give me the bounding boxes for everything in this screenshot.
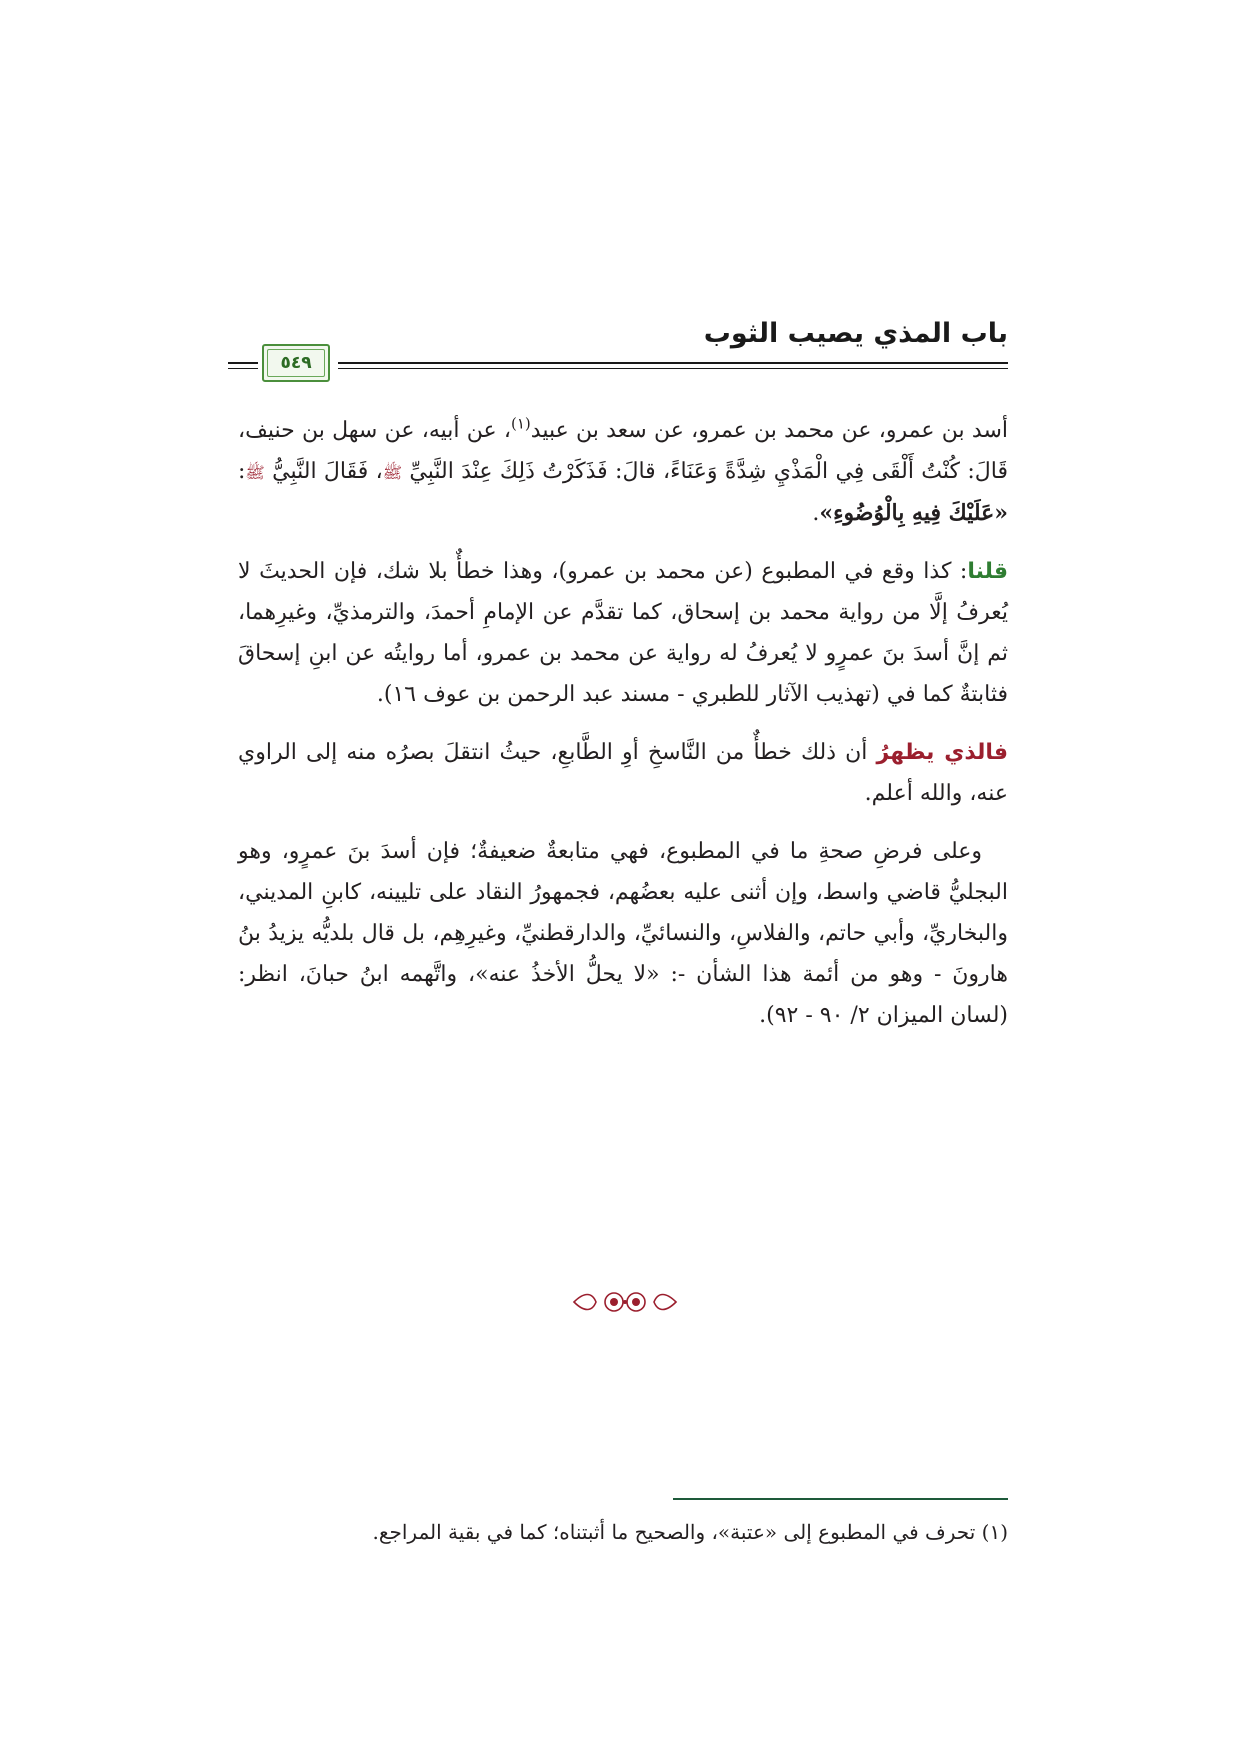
paragraph-conclusion [238, 732, 1008, 814]
header-rule-right-thin [338, 368, 1008, 369]
header-rule-left-thin [228, 368, 258, 369]
hadith-text-continued: ، فَقَالَ النَّبِيُّ [272, 459, 383, 484]
keyword-conclusion: فالذي يظهرُ [876, 740, 1009, 765]
salawat-symbol: ﷺ [382, 463, 403, 482]
paragraph-text: وعلى فرضِ صحةِ ما في المطبوع، فهي متابعةٌ ضعيفةٌ؛ فإن أسدَ بنَ عمرٍو، وهو البجليُّ قاضي واسط، وإن أثنى عليه بعضُهم، فجمهورُ النقاد على تليينه، كابنِ المديني، والبخاريِّ، وأبي حاتم، والفلاسِ، والنسائيِّ، والدارقطنيِّ، وغيرِهِم، بل قال بلديُّه يزيدُ بنُ هارونَ - وهو من أئمة هذا الشأن -: «لا يحلُّ الأخذُ عنه»، واتَّهمه ابنُ حبانَ، انظر: (لسان الميزان ٢/ ٩٠ - ٩٢). [238, 839, 1008, 1028]
header-rule-left [228, 362, 258, 364]
paragraph-narrator-assessment [238, 831, 1008, 1036]
footnote: (١) تحرف في المطبوع إلى «عتبة»، والصحيح ما أثبتناه؛ كما في بقية المراجع. [372, 1520, 1008, 1544]
paragraph-text: : كذا وقع في المطبوع (عن محمد بن عمرو)، وهذا خطأٌ بلا شك، فإن الحديثَ لا يُعرفُ إلَّا من رواية محمد بن إسحاق، كما تقدَّم عن الإمامِ أحمدَ، والترمذيِّ، وغيرِهما، ثم إنَّ أسدَ بنَ عمرٍو لا يُعرفُ له رواية عن محمد بن عمرو، أما روايتُه عن ابنِ إسحاقَ فثابتةٌ كما في (تهذيب الآثار للطبري - مسند عبد الرحمن بن عوف ١٦). [238, 559, 1008, 707]
section-end-ornament-icon [570, 1286, 680, 1318]
page-number-badge [262, 344, 330, 382]
chapter-title: باب المذي يصيب الثوب [703, 318, 1008, 349]
keyword-qulna: قلنا [967, 559, 1008, 584]
paragraph-text: أن ذلك خطأٌ من النَّاسخِ أوِ الطَّابعِ، حيثُ انتقلَ بصرُه منه إلى الراوي عنه، والله أعلم. [238, 740, 1008, 806]
full-stop: . [812, 501, 820, 526]
footnote-marker: (١) [511, 414, 531, 433]
page-number: ٥٤٩ [280, 353, 312, 373]
prophetic-quote: «عَلَيْكَ فِيهِ بِالْوُضُوءِ» [819, 500, 1008, 526]
running-header [228, 318, 1008, 378]
main-text [238, 410, 1008, 1053]
hadith-chain-text: أسد بن عمرو، عن محمد بن عمرو، عن سعد بن عبيد [530, 418, 1008, 443]
paragraph-qulna [238, 551, 1008, 715]
paragraph-hadith [238, 410, 1008, 534]
hadith-text: ، عن أبيه، عن سهل بن حنيف، قَالَ: كُنْتُ أَلْقَى فِي الْمَذْيِ شِدَّةً وَعَنَاءً، قالَ: فَذَكَرْتُ ذَلِكَ عِنْدَ النَّبِيِّ [238, 418, 1009, 484]
footnote-separator [673, 1498, 1008, 1500]
salawat-symbol: ﷺ [245, 463, 265, 482]
colon: : [238, 459, 246, 484]
header-rule-right [338, 362, 1008, 364]
